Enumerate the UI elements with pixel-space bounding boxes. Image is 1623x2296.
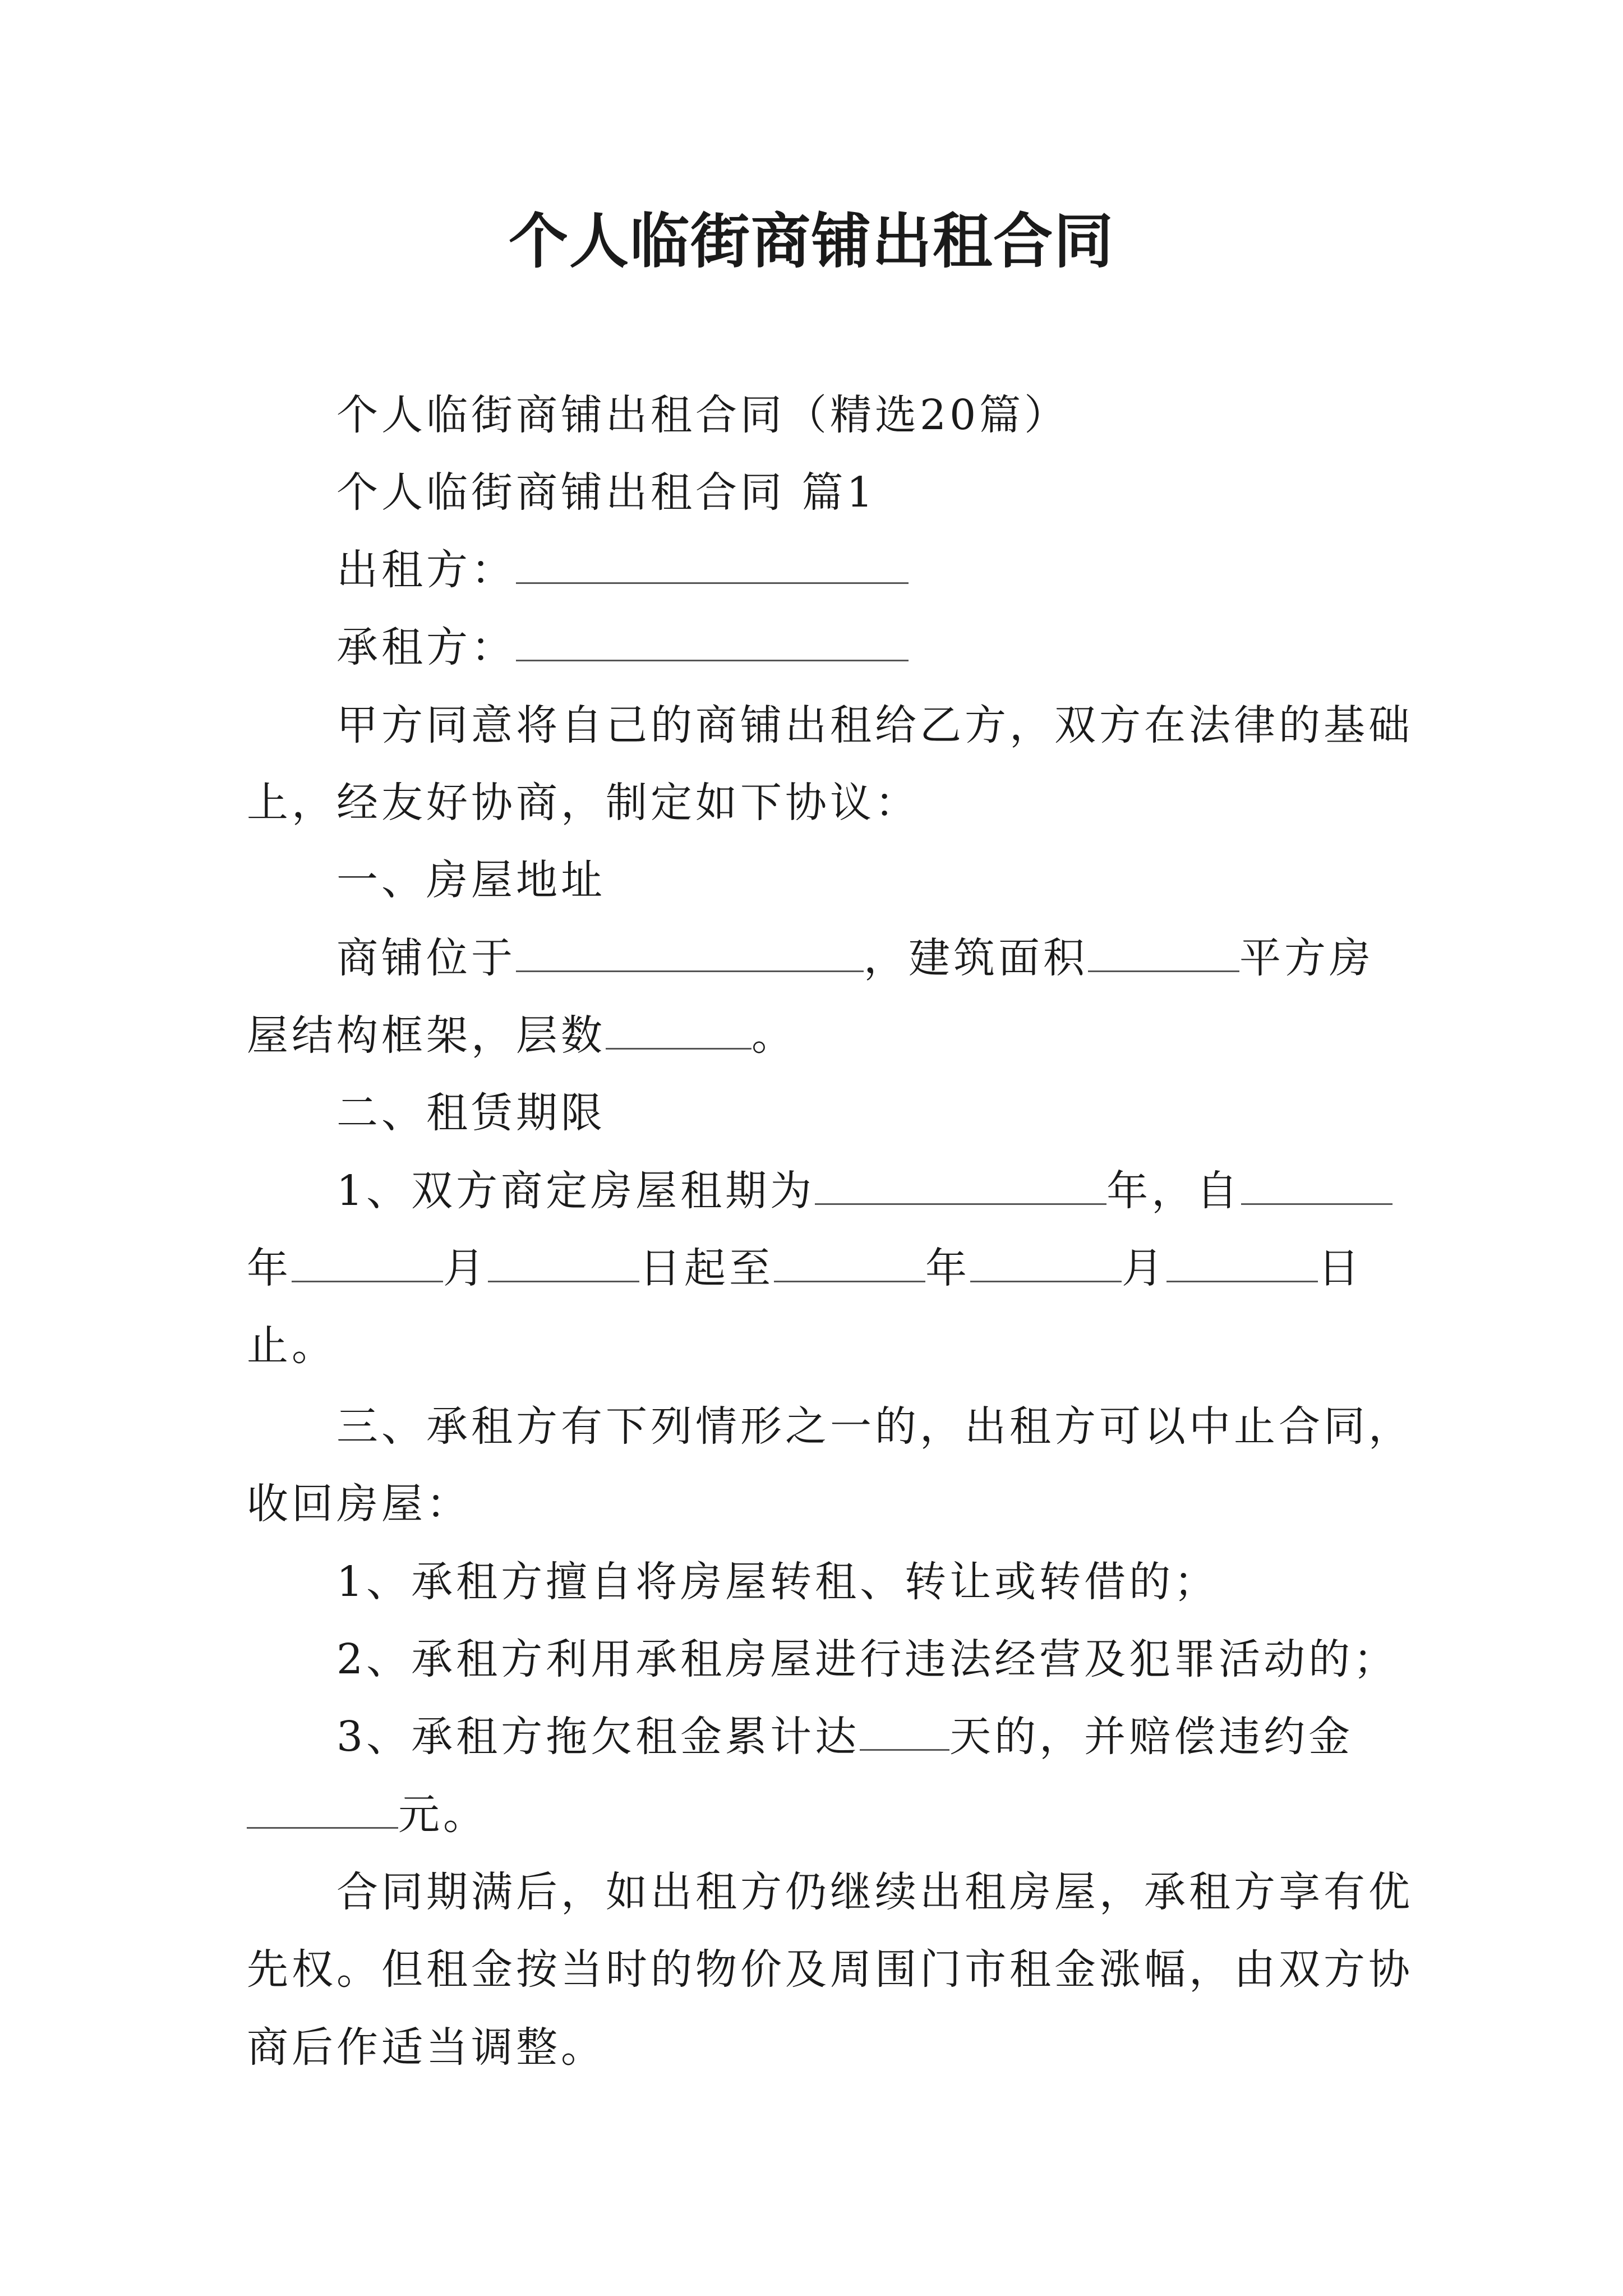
text-segment: 平方房 bbox=[1239, 934, 1374, 982]
penalty-blank bbox=[247, 1788, 398, 1829]
floor-line bbox=[247, 1007, 796, 1064]
address-line bbox=[336, 930, 1374, 986]
clause-heading: 二、租赁期限 bbox=[336, 1089, 606, 1137]
lessee-blank bbox=[516, 620, 909, 661]
list-item: 1、承租方擅自将房屋转租、转让或转借的； bbox=[336, 1558, 1219, 1606]
area-blank bbox=[1088, 931, 1239, 972]
lessee-label: 承租方： bbox=[336, 623, 516, 671]
text-segment: 。 bbox=[751, 1011, 796, 1060]
text-segment: 屋结构框架，层数 bbox=[247, 1011, 606, 1060]
date-range-line bbox=[247, 1240, 1363, 1296]
lessee-line bbox=[336, 619, 909, 675]
text-segment: 日起至 bbox=[639, 1244, 774, 1292]
text-segment: 日 bbox=[1318, 1244, 1363, 1292]
floor-blank bbox=[606, 1009, 751, 1050]
term-years-blank bbox=[815, 1164, 1106, 1205]
text-segment: 商铺位于 bbox=[336, 934, 516, 982]
list-item: 2、承租方利用承租房屋进行违法经营及犯罪活动的； bbox=[336, 1635, 1399, 1683]
start-day-blank bbox=[488, 1241, 639, 1282]
paragraph-line: 收回房屋： bbox=[247, 1480, 471, 1528]
end-year-blank bbox=[774, 1241, 925, 1282]
clause-heading: 一、房屋地址 bbox=[336, 856, 606, 904]
penalty-line bbox=[247, 1787, 488, 1843]
lessor-blank bbox=[516, 543, 909, 584]
start-year-blank bbox=[1241, 1164, 1393, 1205]
text-segment: 年 bbox=[247, 1244, 292, 1292]
list-item bbox=[336, 1709, 1353, 1765]
text-segment: 1、双方商定房屋租期为 bbox=[336, 1167, 815, 1215]
subtitle-line: 个人临街商铺出租合同（精选20篇） bbox=[336, 391, 1069, 439]
paragraph-line: 甲方同意将自己的商铺出租给乙方，双方在法律的基础 bbox=[336, 701, 1413, 749]
paragraph-line: 上，经友好协商，制定如下协议： bbox=[247, 779, 920, 827]
paragraph-line: 合同期满后，如出租方仍继续出租房屋，承租方享有优 bbox=[336, 1868, 1413, 1916]
end-day-blank bbox=[1166, 1241, 1318, 1282]
paragraph-line: 止。 bbox=[247, 1322, 336, 1370]
document-title: 个人临街商铺出租合同 bbox=[509, 206, 1114, 276]
text-segment: 元。 bbox=[398, 1791, 488, 1839]
text-segment: 月 bbox=[443, 1244, 488, 1292]
days-blank bbox=[860, 1710, 949, 1751]
lessor-line bbox=[336, 542, 909, 598]
text-segment: 月 bbox=[1122, 1244, 1166, 1292]
text-segment: 天的，并赔偿违约金 bbox=[949, 1713, 1354, 1761]
clause-heading: 三、承租方有下列情形之一的，出租方可以中止合同， bbox=[336, 1402, 1413, 1451]
text-segment: ，建筑面积 bbox=[864, 934, 1088, 982]
text-segment: 3、承租方拖欠租金累计达 bbox=[336, 1713, 860, 1761]
paragraph-line: 商后作适当调整。 bbox=[247, 2023, 606, 2072]
text-segment: 年 bbox=[925, 1244, 970, 1292]
section-heading-1: 个人临街商铺出租合同 篇1 bbox=[336, 468, 877, 517]
term-line bbox=[336, 1163, 1393, 1219]
end-month-blank bbox=[970, 1241, 1122, 1282]
start-month-blank bbox=[292, 1241, 443, 1282]
address-blank bbox=[516, 931, 864, 972]
lessor-label: 出租方： bbox=[336, 546, 516, 594]
paragraph-line: 先权。但租金按当时的物价及周围门市租金涨幅，由双方协 bbox=[247, 1945, 1413, 1994]
text-segment: 年，自 bbox=[1106, 1167, 1242, 1215]
